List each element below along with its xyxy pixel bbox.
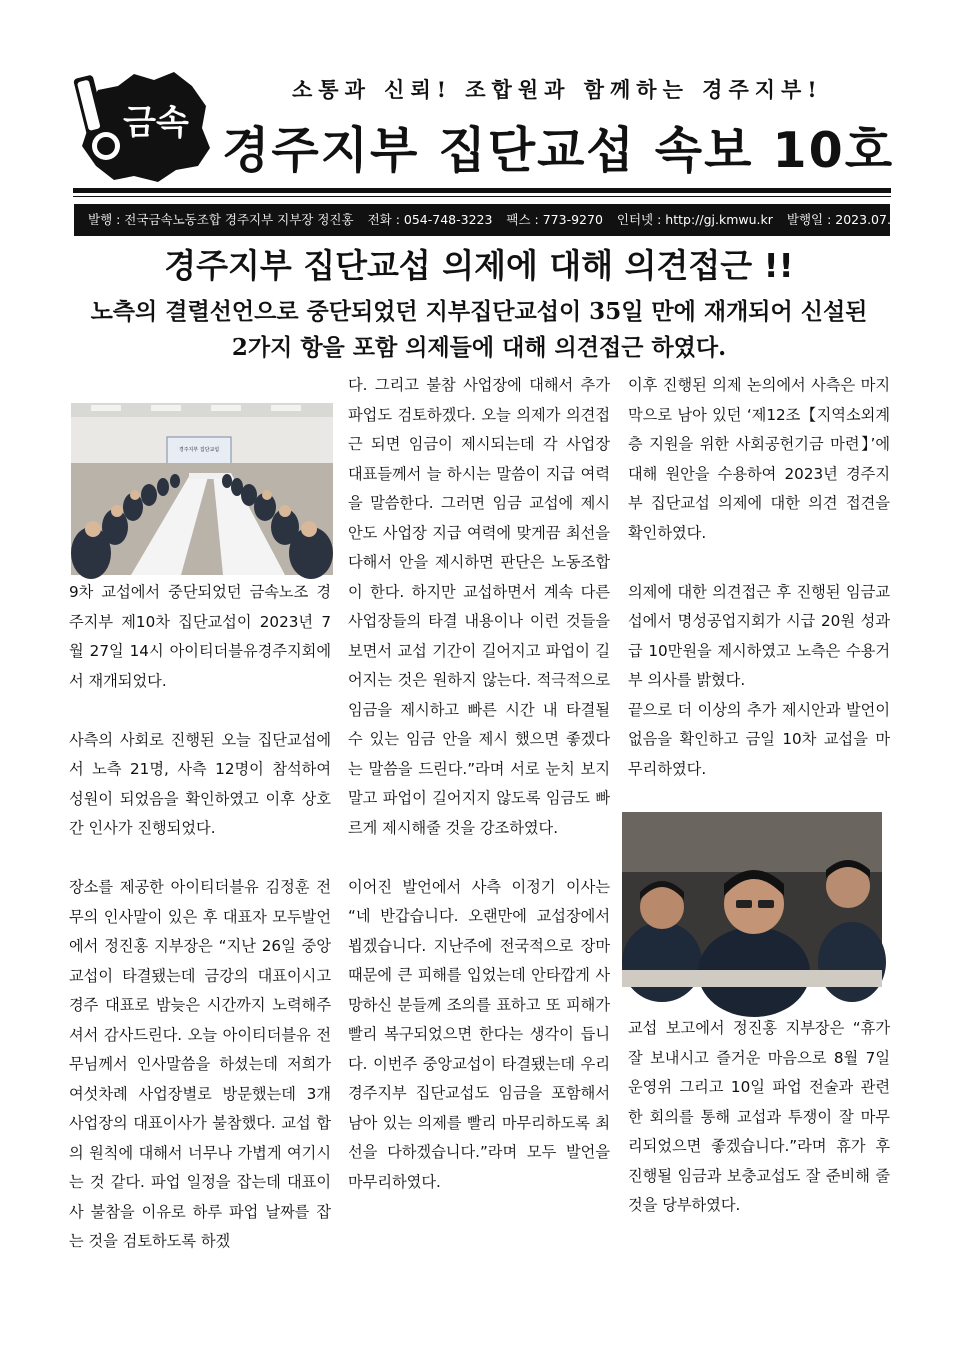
- logo-text: 금속: [123, 103, 189, 143]
- website-link[interactable]: 인터넷 : http://gj.kmwu.kr: [616, 212, 773, 227]
- subheadline: [0, 294, 958, 366]
- participants-photo: [622, 812, 882, 987]
- article-paragraph: 9차 교섭에서 중단되었던 금속노조 경주지부 제10차 집단교섭이 2023년 7월 27일 14시 아이티더블유경주지회에서 재개되었다.: [69, 583, 331, 690]
- fax-info: 팩스 : 773-9270: [506, 212, 603, 227]
- header-rule: [73, 188, 891, 193]
- article-paragraph: 끝으로 더 이상의 추가 제시안과 발언이 없음을 확인하고 금일 10차 교섭을 마무리하였다.: [628, 700, 890, 778]
- masthead: [0, 0, 958, 240]
- article-paragraph: 교섭 보고에서 정진홍 지부장은 “휴가 잘 보내시고 즐거운 마음으로 8월 7일 운영위 그리고 10일 파업 전술과 관련한 회의를 통해 교섭과 투쟁이 잘 마무리되었으면 좋겠습니다.”라며 휴가 후 진행될 임금과 보충교섭도 잘 준비해 줄 것을 당부하였다.: [628, 1019, 890, 1214]
- phone-info: 전화 : 054-748-3223: [367, 212, 493, 227]
- article-paragraph: 다. 그리고 불참 사업장에 대해서 추가 파업도 검토하겠다. 오늘 의제가 의견접근 되면 임금이 제시되는데 각 사업장 대표들께서 늘 하시는 말씀이 지급 여력을 말씀한다. 그러면 임금 교섭에 제시안도 사업장 지급 여력에 맞게끔 최선을 다해서 안을 제시하면 판단은 노동조합이 한다. 하지만 교섭하면서 계속 다른 사업장들의 타결 내용이나 이런 것들을 보면서 교섭 기간이 길어지고 파업이 길어지는 것은 원하지 않는다. 적극적으로 임금을 제시하고 빠른 시간 내 타결될 수 있는 임금 안을 제시 했으면 좋겠다는 말씀을 드린다.”라며 서로 눈치 보지 말고 파업이 길어지지 않도록 임금도 빠르게 제시해줄 것을 강조하였다.: [348, 376, 610, 837]
- article-paragraph: 이후 진행된 의제 논의에서 사측은 마지막으로 남아 있던 ‘제12조【지역소외계층 지원을 위한 사회공헌기금 마련】’에 대해 원안을 수용하여 2023년 경주지부 집단교섭 의제에 대한 의견 접견을 확인하였다.: [628, 376, 890, 542]
- publish-date: 발행일 : 2023.07.27(목): [786, 212, 929, 227]
- publisher-info: 발행 : 전국금속노동조합 경주지부 지부장 정진홍: [88, 212, 354, 227]
- slogan: 소통과 신뢰! 조합원과 함께하는 경주지부!: [292, 77, 823, 102]
- union-logo: [74, 62, 214, 188]
- article-column-2: [348, 371, 610, 1197]
- article-paragraph: 사측의 사회로 진행된 오늘 집단교섭에서 노측 21명, 사측 12명이 참석하여 성원이 되었음을 확인하였고 이후 상호간 인사가 진행되었다.: [69, 730, 331, 837]
- publication-info-bar: [74, 204, 929, 236]
- subheadline-line-1: 노측의 결렬선언으로 중단되었던 지부집단교섭이 35일 만에 재개되어 신설된: [90, 298, 868, 325]
- photo-banner-text: 경주지부 집단교섭: [178, 447, 220, 453]
- subheadline-line-2: 2가지 항을 포함 의제들에 대해 의견접근 하였다.: [231, 334, 727, 361]
- newsletter-title: 경주지부 집단교섭 속보 10호: [222, 122, 895, 179]
- article-column-3: [628, 371, 890, 784]
- header-rule-thin: [73, 196, 891, 197]
- article-column-1: [69, 578, 331, 1257]
- article-paragraph: 이어진 발언에서 사측 이정기 이사는 “네 반갑습니다. 오랜만에 교섭장에서 뵙겠습니다. 지난주에 전국적으로 장마 때문에 큰 피해를 입었는데 안타깝게 사망하신 분들께 조의를 표하고 또 피해가 빨리 복구되었으면 한다는 생각이 듭니다. 이번주 중앙교섭이 타결됐는데 우리 경주지부 집단교섭도 임금을 포함해서 남아 있는 의제를 빨리 마무리하도록 최선을 다하겠습니다.”라며 모두 발언을 마무리하였다.: [348, 877, 610, 1191]
- article-paragraph: 의제에 대한 의견접근 후 진행된 임금교섭에서 명성공업지회가 시급 20원 성과급 10만원을 제시하였고 노측은 수용거부 의사를 밝혔다.: [628, 582, 890, 689]
- headline: 경주지부 집단교섭 의제에 대해 의견접근 !!: [164, 246, 794, 285]
- article-column-3-bottom: [628, 1014, 890, 1221]
- article-paragraph: 장소를 제공한 아이티더블유 김정훈 전무의 인사말이 있은 후 대표자 모두발언에서 정진홍 지부장은 “지난 26일 중앙교섭이 타결됐는데 금강의 대표이시고 경주 대표로 밤늦은 시간까지 노력해주셔서 감사드린다. 오늘 아이티더블유 전무님께서 인사말씀을 하셨는데 저희가 여섯차례 사업장별로 방문했는데 3개 사업장의 대표이사가 불참했다. 교섭 합의 원칙에 대해서 너무나 가볍게 여기시는 것 같다. 파업 일정을 잡는데 대표이사 불참을 이유로 하루 파업 날짜를 잡는 것을 검토하도록 하겠: [69, 878, 331, 1250]
- meeting-photo: [71, 403, 333, 575]
